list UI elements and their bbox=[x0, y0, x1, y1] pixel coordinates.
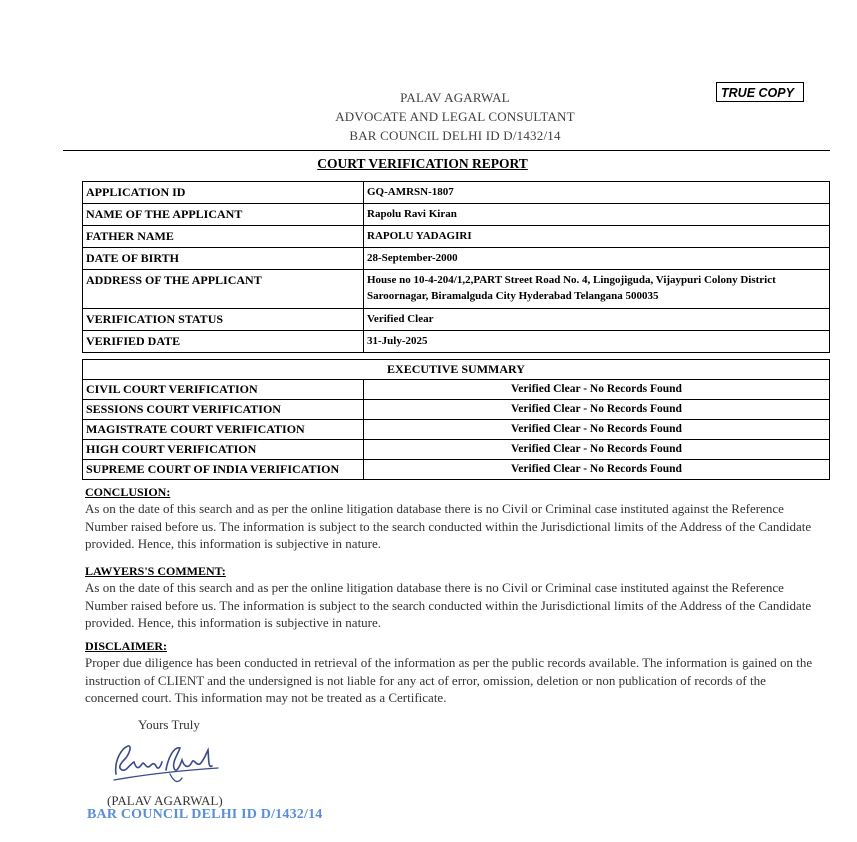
yours-truly: Yours Truly bbox=[138, 717, 200, 732]
row-value: RAPOLU YADAGIRI bbox=[364, 226, 830, 248]
row-value: 31-July-2025 bbox=[364, 331, 830, 353]
row-value: Verified Clear - No Records Found bbox=[364, 460, 830, 480]
row-label: VERIFIED DATE bbox=[83, 331, 364, 353]
row-label: SUPREME COURT OF INDIA VERIFICATION bbox=[83, 460, 364, 480]
row-label: ADDRESS OF THE APPLICANT bbox=[83, 270, 364, 309]
footer-bar-council-id: BAR COUNCIL DELHI ID D/1432/14 bbox=[87, 807, 323, 822]
bar-council-id: BAR COUNCIL DELHI ID D/1432/14 bbox=[349, 128, 561, 143]
table-header-row bbox=[83, 360, 830, 380]
report-title: COURT VERIFICATION REPORT bbox=[317, 156, 528, 171]
lawyers-comment-section bbox=[85, 564, 820, 632]
table-row bbox=[83, 460, 830, 480]
row-value bbox=[364, 270, 830, 309]
row-value: Verified Clear - No Records Found bbox=[364, 440, 830, 460]
row-label: VERIFICATION STATUS bbox=[83, 309, 364, 331]
executive-summary-heading: EXECUTIVE SUMMARY bbox=[83, 360, 830, 380]
row-value: Verified Clear - No Records Found bbox=[364, 420, 830, 440]
header-divider bbox=[63, 150, 830, 151]
row-label: MAGISTRATE COURT VERIFICATION bbox=[83, 420, 364, 440]
row-value: Verified Clear - No Records Found bbox=[364, 380, 830, 400]
address-line-2: Saroornagar, Biramalguda City Hyderabad Telangana 500035 bbox=[367, 290, 659, 302]
table-row bbox=[83, 270, 830, 309]
true-copy-stamp: TRUE COPY bbox=[716, 82, 804, 102]
table-row bbox=[83, 380, 830, 400]
row-value: Rapolu Ravi Kiran bbox=[364, 204, 830, 226]
table-row bbox=[83, 420, 830, 440]
row-label: CIVIL COURT VERIFICATION bbox=[83, 380, 364, 400]
executive-summary-table bbox=[82, 359, 830, 480]
row-label: FATHER NAME bbox=[83, 226, 364, 248]
disclaimer-text: Proper due diligence has been conducted in retrieval of the information as per the public records available. The information is gained on the instruction of CLIENT and the undersigned is not liable for any act of error, omission, deletion or non publication of records of the concerned court. This information may not be treated as a Certificate. bbox=[85, 655, 813, 705]
lawyers-comment-heading: LAWYERS'S COMMENT: bbox=[85, 564, 226, 578]
advocate-title: ADVOCATE AND LEGAL CONSULTANT bbox=[335, 109, 575, 124]
row-label: APPLICATION ID bbox=[83, 182, 364, 204]
conclusion-section bbox=[85, 485, 820, 553]
table-row bbox=[83, 440, 830, 460]
table-row bbox=[83, 248, 830, 270]
row-value: GQ-AMRSN-1807 bbox=[364, 182, 830, 204]
conclusion-text: As on the date of this search and as per the online litigation database there is no Civil or Criminal case instituted against the Reference Number raised before us. The information is subject to the search conducted within the Jurisdictional limits of the Address of the Candidate provided. Hence, this information is subjective in nature. bbox=[85, 501, 812, 551]
row-value: Verified Clear bbox=[364, 309, 830, 331]
lawyers-comment-text: As on the date of this search and as per the online litigation database there is no Civil or Criminal case instituted against the Reference Number raised before us. The information is subject to the search conducted within the Jurisdictional limits of the Address of the Candidate provided. Hence, this information is subjective in nature. bbox=[85, 580, 812, 630]
address-line-1: House no 10-4-204/1,2,PART Street Road No. 4, Lingojiguda, Vijaypuri Colony District bbox=[367, 274, 776, 286]
row-label: NAME OF THE APPLICANT bbox=[83, 204, 364, 226]
row-label: DATE OF BIRTH bbox=[83, 248, 364, 270]
conclusion-heading: CONCLUSION: bbox=[85, 485, 171, 499]
disclaimer-heading: DISCLAIMER: bbox=[85, 639, 168, 653]
table-row bbox=[83, 331, 830, 353]
row-label: HIGH COURT VERIFICATION bbox=[83, 440, 364, 460]
advocate-name: PALAV AGARWAL bbox=[400, 90, 510, 105]
signatory-name: (PALAV AGARWAL) bbox=[107, 793, 223, 808]
row-value: Verified Clear - No Records Found bbox=[364, 400, 830, 420]
table-row bbox=[83, 204, 830, 226]
table-row bbox=[83, 182, 830, 204]
disclaimer-section bbox=[85, 639, 820, 707]
row-value: 28-September-2000 bbox=[364, 248, 830, 270]
applicant-details-table bbox=[82, 181, 830, 353]
table-row bbox=[83, 400, 830, 420]
table-row bbox=[83, 309, 830, 331]
signature-image bbox=[108, 740, 228, 788]
row-label: SESSIONS COURT VERIFICATION bbox=[83, 400, 364, 420]
table-row bbox=[83, 226, 830, 248]
